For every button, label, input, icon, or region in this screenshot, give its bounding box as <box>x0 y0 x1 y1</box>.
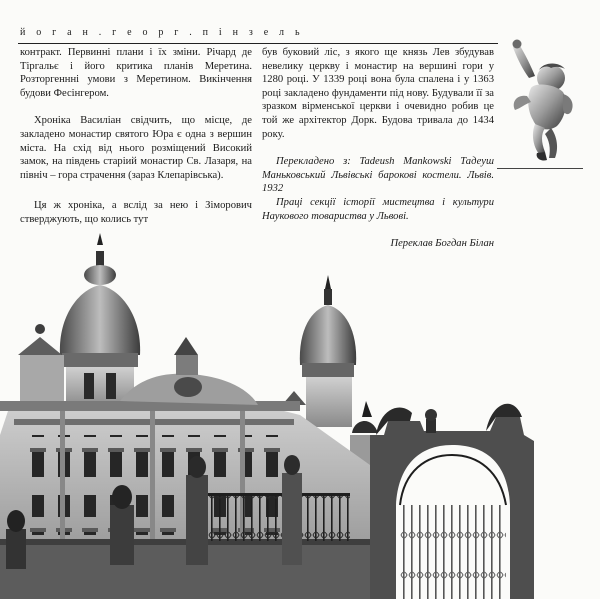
society-works: Праці секції історії мистецтва і культури Наукового товариства у Львові. <box>262 196 494 222</box>
running-header: й о г а н . г е о р г . п і н з е л ь <box>20 27 304 38</box>
right-paragraph-1: був буковий ліс, з якого ще князь Лев збудував невелику церкву і монастир на вершині гори у 1280 році. У 1339 році вона була спалена і у 1363 році закладено фундаменти під нову. Будували її за зразком вірменської церкви і очевидно робив це той же архітектор Дорк. Будова тривала до 1434 року. <box>262 47 494 140</box>
translation-source: Перекладено з: Tadeush Mankowski Тадеуш Маньковський Львівські барокові костели. Львів. 1932 <box>262 156 494 195</box>
cherub-sculpture <box>505 36 577 164</box>
left-paragraph-1: контракт. Первинні плани і їх зміни. Річард де Тіргальє і його критика планів Меретина. Розторгеннні умови з Меретином. Викінчення будови Фесінгером. <box>20 47 252 99</box>
left-paragraph-3: Ця ж хроніка, а вслід за нею і Зіморович стверджують, що колись тут <box>20 200 252 225</box>
left-paragraph-2: Хроніка Василіан свідчить, що місце, де закладено монастир святого Юра є одна з вершин міста. На схід від нього розміщений Високий замок, на південь старіий монастир Св. Лазаря, на північ – гора страчення (зараз Клепарівська). <box>20 115 252 181</box>
cathedral-photo <box>0 205 540 599</box>
translator-credit: Переклав Богдан Білан <box>390 238 494 250</box>
left-column <box>20 46 252 225</box>
header-rule <box>18 43 498 44</box>
cherub-rule <box>497 168 583 169</box>
